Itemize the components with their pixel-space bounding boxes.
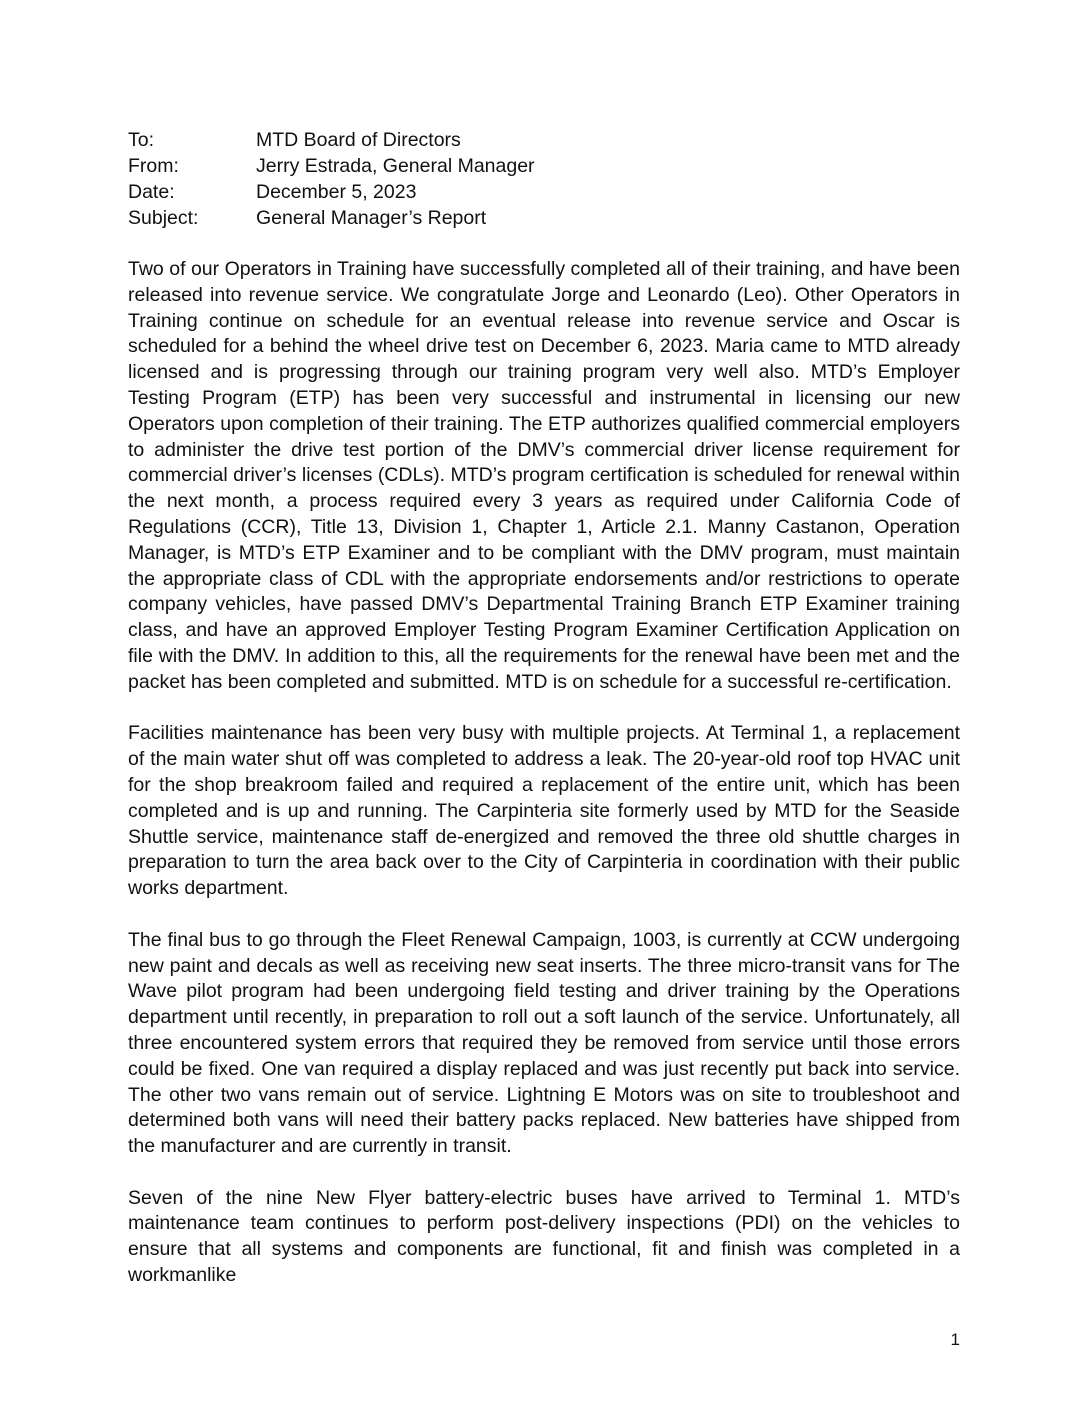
memo-header (128, 127, 958, 231)
paragraph-operators-training: Two of our Operators in Training have successfully completed all of their training, and have been released into revenue service. We congratulate Jorge and Leonardo (Leo). Other Operators in Training continue on schedule for an eventual release into revenue service and Oscar is scheduled for a behind the wheel drive test on December 6, 2023. Maria came to MTD already licensed and is progressing through our training program very well also. MTD’s Employer Testing Program (ETP) has been very successful and instrumental in licensing our new Operators upon completion of their training. The ETP authorizes qualified commercial employers to administer the drive test portion of the DMV’s commercial driver license requirement for commercial driver’s licenses (CDLs). MTD’s program certification is scheduled for renewal within the next month, a process required every 3 years as required under California Code of Regulations (CCR), Title 13, Division 1, Chapter 1, Article 2.1. Manny Castanon, Operation Manager, is MTD’s ETP Examiner and to be compliant with the DMV program, must maintain the appropriate class of CDL with the appropriate endorsements and/or restrictions to operate company vehicles, have passed DMV’s Departmental Training Branch ETP Examiner training class, and have an approved Employer Testing Program Examiner Certification Application on file with the DMV. In addition to this, all the requirements for the renewal have been met and the packet has been completed and submitted. MTD is on schedule for a successful re-certification. (128, 258, 960, 693)
memo-date-row (128, 179, 958, 205)
memo-to-label: To: (128, 129, 155, 151)
memo-date-value: December 5, 2023 (256, 181, 417, 203)
memo-from-value: Jerry Estrada, General Manager (256, 155, 535, 177)
memo-subject-row (128, 205, 958, 231)
memo-from-row (128, 153, 958, 179)
report-body (128, 257, 960, 1315)
memo-date-label: Date: (128, 181, 175, 203)
memo-to-row (128, 127, 958, 153)
page-number: 1 (950, 1330, 960, 1349)
paragraph-fleet-renewal: The final bus to go through the Fleet Renewal Campaign, 1003, is currently at CCW undergoing new paint and decals as well as receiving new seat inserts. The three micro-transit vans for The Wave pilot program had been undergoing field testing and driver training by the Operations department until recently, in preparation to roll out a soft launch of the service. Unfortunately, all three encountered system errors that required they be removed from service until those errors could be fixed. One van required a display replaced and was just recently put back into service. The other two vans remain out of service. Lightning E Motors was on site to troubleshoot and determined both vans will need their battery packs replaced. New batteries have shipped from the manufacturer and are currently in transit. (128, 928, 960, 1158)
paragraph-electric-buses: Seven of the nine New Flyer battery-electric buses have arrived to Terminal 1. MTD’s maintenance team continues to perform post-delivery inspections (PDI) on the vehicles to ensure that all systems and components are functional, fit and finish was completed in a workmanlike (128, 1186, 960, 1287)
memo-to-value: MTD Board of Directors (256, 129, 461, 151)
memo-subject-label: Subject: (128, 207, 199, 229)
memo-from-label: From: (128, 155, 179, 177)
paragraph-facilities-maintenance: Facilities maintenance has been very busy with multiple projects. At Terminal 1, a replacement of the main water shut off was completed to address a leak. The 20-year-old roof top HVAC unit for the shop breakroom failed and required a replacement of the entire unit, which has been completed and is up and running. The Carpinteria site formerly used by MTD for the Seaside Shuttle service, maintenance staff de-energized and removed the three old shuttle charges in preparation to turn the area back over to the City of Carpinteria in coordination with their public works department. (128, 722, 960, 900)
memo-subject-value: General Manager’s Report (256, 207, 487, 229)
